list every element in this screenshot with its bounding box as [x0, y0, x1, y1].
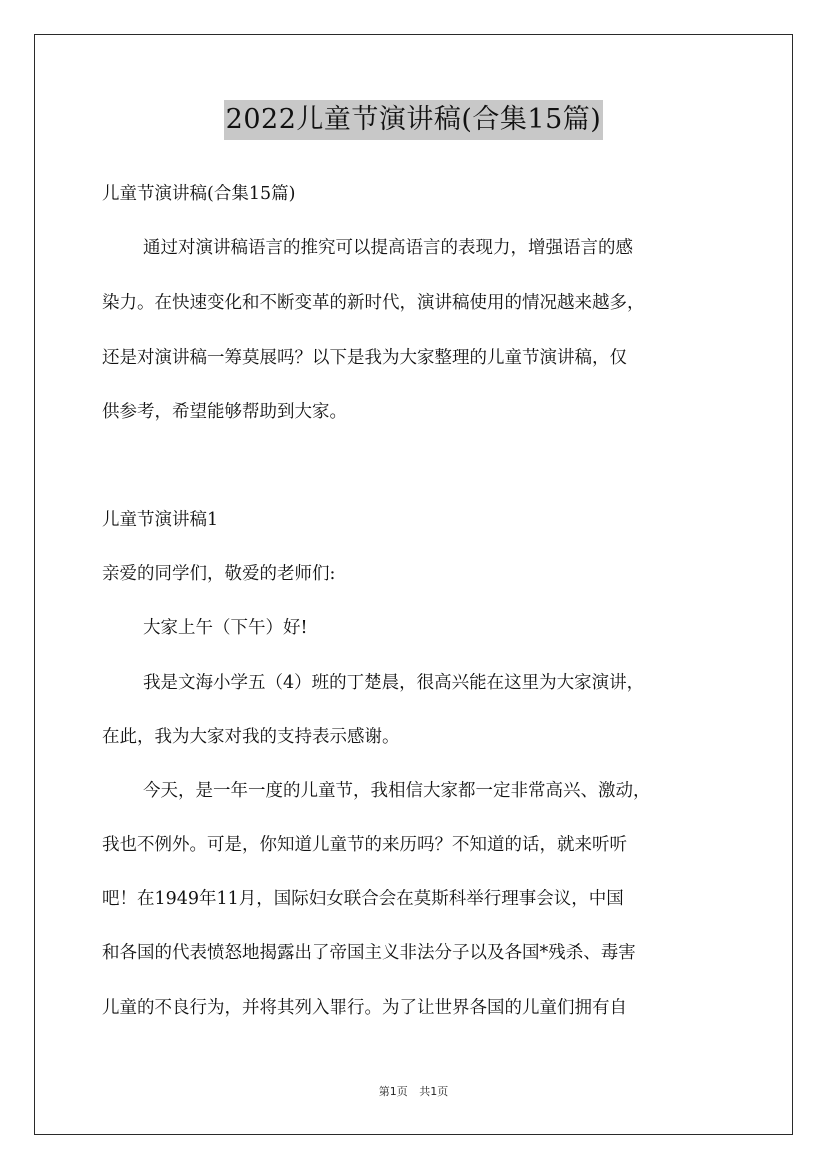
body-line: 今天，是一年一度的儿童节，我相信大家都一定非常高兴、激动，	[143, 781, 651, 801]
page-number: 第1页	[378, 1085, 408, 1098]
intro-line: 还是对演讲稿一筹莫展吗？以下是我为大家整理的儿童节演讲稿，仅	[102, 348, 627, 368]
intro-line: 供参考，希望能够帮助到大家。	[102, 402, 347, 422]
section-heading: 儿童节演讲稿1	[102, 510, 219, 530]
document-title	[0, 100, 827, 140]
document-subtitle: 儿童节演讲稿(合集15篇)	[102, 184, 296, 204]
body-line: 吧！在1949年11月，国际妇女联合会在莫斯科举行理事会议，中国	[102, 889, 624, 909]
body-line: 我是文海小学五（4）班的丁楚晨，很高兴能在这里为大家演讲，	[143, 673, 645, 693]
body-line: 儿童的不良行为，并将其列入罪行。为了让世界各国的儿童们拥有自	[102, 998, 627, 1018]
salutation: 亲爱的同学们，敬爱的老师们:	[102, 564, 336, 584]
body-line: 我也不例外。可是，你知道儿童节的来历吗？不知道的话，就来听听	[102, 835, 627, 855]
body-line: 和各国的代表愤怒地揭露出了帝国主义非法分子以及各国*残杀、毒害	[102, 943, 636, 963]
page-total: 共1页	[419, 1085, 449, 1098]
body-line: 在此，我为大家对我的支持表示感谢。	[102, 727, 400, 747]
page-footer	[0, 1083, 827, 1099]
greeting: 大家上午（下午）好!	[143, 618, 308, 638]
intro-line: 染力。在快速变化和不断变革的新时代，演讲稿使用的情况越来越多，	[102, 293, 645, 313]
document-title-text: 2022儿童节演讲稿(合集15篇)	[224, 100, 604, 140]
intro-line: 通过对演讲稿语言的推究可以提高语言的表现力，增强语言的感	[143, 238, 633, 258]
